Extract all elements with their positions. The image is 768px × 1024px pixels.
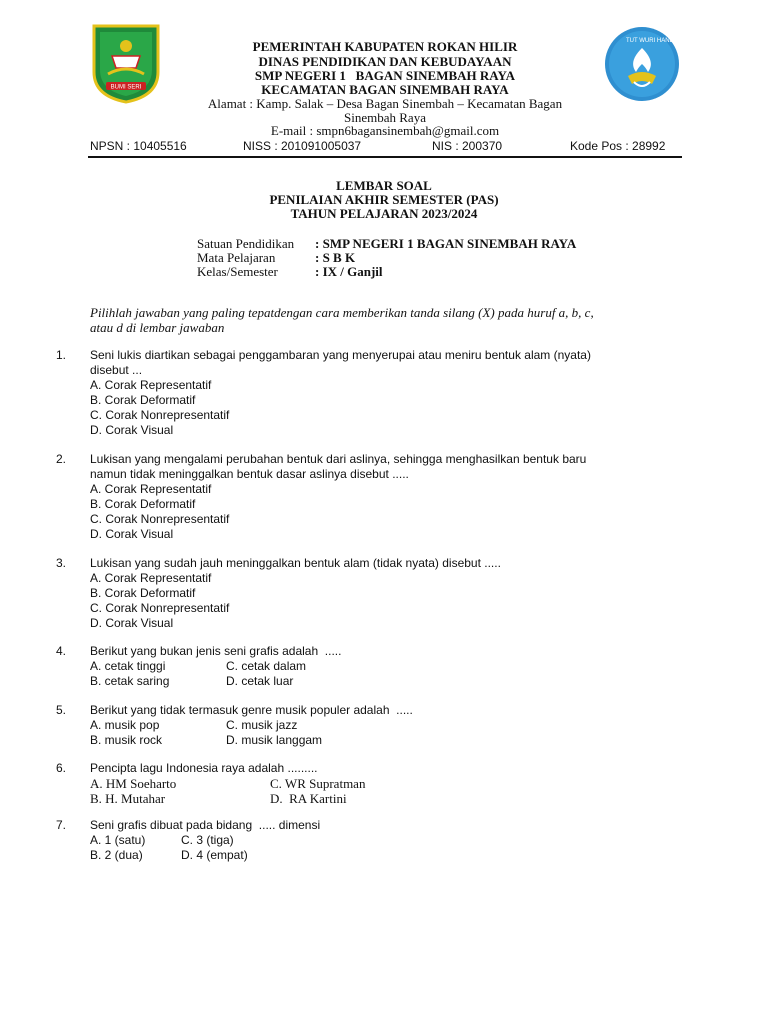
option: B. Corak Deformatif	[90, 393, 196, 407]
npsn: NPSN : 10405516	[90, 139, 187, 153]
option: D. 4 (empat)	[181, 848, 248, 862]
question-text: Seni lukis diartikan sebagai penggambaran yang menyerupai atau meniru bentuk alam (nyata)	[90, 348, 591, 362]
left-logo-label: BUMI SERI	[110, 84, 142, 91]
info-value: : IX / Ganjil	[315, 264, 383, 279]
option: B. musik rock	[90, 733, 163, 747]
option: A. Corak Representatif	[90, 571, 212, 585]
header-address-1: Alamat : Kamp. Salak – Desa Bagan Sinembah – Kecamatan Bagan	[207, 96, 563, 111]
option: A. Corak Representatif	[90, 378, 212, 392]
question-number: 4.	[56, 644, 67, 658]
question-text: disebut ...	[90, 363, 143, 377]
info-label: Satuan Pendidikan	[197, 236, 295, 251]
question-text: Lukisan yang sudah jauh meninggalkan bentuk alam (tidak nyata) disebut .....	[90, 556, 501, 570]
info-label: Kelas/Semester	[197, 264, 278, 279]
question-text: namun tidak meninggalkan bentuk dasar aslinya disebut .....	[90, 467, 409, 481]
option: B. cetak saring	[90, 674, 170, 688]
header-address-2: Sinembah Raya	[344, 110, 426, 125]
info-value: : SMP NEGERI 1 BAGAN SINEMBAH RAYA	[315, 236, 577, 251]
header-email: E-mail : smpn6bagansinembah@gmail.com	[270, 123, 500, 138]
option: B. H. Mutahar	[90, 791, 166, 806]
option: A. 1 (satu)	[90, 833, 146, 847]
header-divider	[88, 156, 682, 158]
question-number: 3.	[56, 556, 67, 570]
option: C. cetak dalam	[226, 659, 307, 673]
option: B. Corak Deformatif	[90, 586, 196, 600]
header-line-2: DINAS PENDIDIKAN DAN KEBUDAYAAN	[258, 54, 512, 69]
question-text: Lukisan yang mengalami perubahan bentuk dari aslinya, sehingga menghasilkan bentuk baru	[90, 452, 587, 466]
info-value: : S B K	[315, 250, 356, 265]
instruction-line-1: Pilihlah jawaban yang paling tepatdengan cara memberikan tanda silang (X) pada huruf a, b, c,	[90, 305, 594, 320]
option: A. Corak Representatif	[90, 482, 212, 496]
question-number: 5.	[56, 703, 67, 717]
option: C. Corak Nonrepresentatif	[90, 408, 230, 422]
option: C. 3 (tiga)	[181, 833, 234, 847]
rokan-hilir-logo	[92, 24, 160, 104]
question-number: 2.	[56, 452, 67, 466]
option: C. WR Supratman	[270, 776, 366, 791]
option: D. cetak luar	[226, 674, 294, 688]
info-row-class	[197, 264, 383, 279]
info-label: Mata Pelajaran	[197, 250, 276, 265]
option: A. musik pop	[90, 718, 160, 732]
question-number: 7.	[56, 818, 67, 832]
option: D. musik langgam	[226, 733, 323, 747]
info-row-subject	[197, 250, 355, 265]
option: B. 2 (dua)	[90, 848, 143, 862]
option: D. Corak Visual	[90, 423, 174, 437]
option: B. Corak Deformatif	[90, 497, 196, 511]
option: A. HM Soeharto	[90, 776, 177, 791]
option: D. Corak Visual	[90, 616, 174, 630]
title-line-1: LEMBAR SOAL	[336, 178, 432, 193]
option: A. cetak tinggi	[90, 659, 166, 673]
option: C. Corak Nonrepresentatif	[90, 601, 230, 615]
question-text: Berikut yang tidak termasuk genre musik populer adalah .....	[90, 703, 413, 717]
title-line-3: TAHUN PELAJARAN 2023/2024	[290, 206, 478, 221]
option: D. RA Kartini	[270, 791, 347, 806]
option: D. Corak Visual	[90, 527, 174, 541]
title-line-2: PENILAIAN AKHIR SEMESTER (PAS)	[269, 192, 499, 207]
tut-wuri-handayani-logo	[604, 24, 692, 104]
info-row-school	[197, 236, 576, 251]
question-text: Seni grafis dibuat pada bidang ..... dimensi	[90, 818, 321, 832]
option: C. musik jazz	[226, 718, 298, 732]
header-line-4: KECAMATAN BAGAN SINEMBAH RAYA	[261, 82, 509, 97]
question-number: 1.	[56, 348, 67, 362]
niss: NISS : 201091005037	[243, 139, 362, 153]
instruction-line-2: atau d di lembar jawaban	[90, 320, 225, 335]
question-text: Berikut yang bukan jenis seni grafis adalah .....	[90, 644, 342, 658]
nis: NIS : 200370	[432, 139, 503, 153]
question-text: Pencipta lagu Indonesia raya adalah .........	[90, 761, 318, 775]
right-logo-label: TUT WURI HANDAYANI	[626, 38, 692, 44]
kode-pos: Kode Pos : 28992	[570, 139, 666, 153]
option: C. Corak Nonrepresentatif	[90, 512, 230, 526]
header-line-1: PEMERINTAH KABUPATEN ROKAN HILIR	[252, 39, 518, 54]
question-number: 6.	[56, 761, 67, 775]
header-line-3: SMP NEGERI 1 BAGAN SINEMBAH RAYA	[254, 68, 516, 83]
